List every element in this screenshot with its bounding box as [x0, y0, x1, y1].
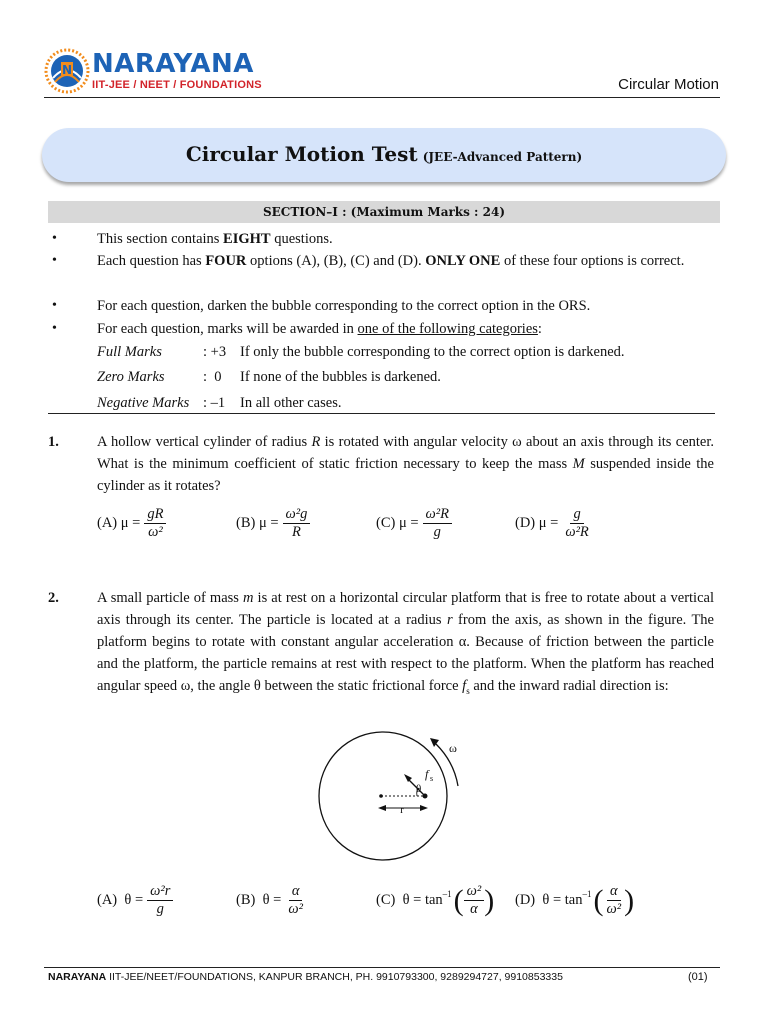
- svg-text:N: N: [61, 63, 73, 77]
- banner-title: [42, 142, 726, 166]
- omega-label: ω: [449, 741, 457, 755]
- q1-option-a[interactable]: (A) μ = $\frac{gR}{\text{ω²}}$: [97, 506, 166, 541]
- header-divider: [44, 97, 720, 98]
- q2-text: A small particle of mass m is at rest on a horizontal circular platform that is free to rotate about a vertical axis through its center. The particle is located at a radius r from the axis, as shown in the figure. The platform begins to rotate with constant angular acceleration α. Because of friction between the particle and the platform, the particle remains at rest with respect to the platform. When the platform has reached angular speed ω, the angle θ between the static frictional force $f_s$ and the inward radial direction is:: [97, 590, 714, 696]
- q2-option-c[interactable]: (C) θ = tan $^{-1}$ ( $\frac{\text{ω²}}{\alpha}$ ): [376, 883, 495, 917]
- brand-name: NARAYANA: [92, 49, 254, 79]
- radius-label: r: [400, 804, 404, 816]
- bullet-2-text: Each question has FOUR options (A), (B), (C) and (D). ONLY ONE of these four options is correct.: [97, 253, 685, 269]
- r-dim-right-arrow: [420, 805, 428, 811]
- bullet-4-text: For each question, marks will be awarded in one of the following categories:: [97, 321, 542, 337]
- zero-marks-value: : 0: [203, 369, 222, 385]
- footer-contact: NARAYANA IIT-JEE/NEET/FOUNDATIONS, KANPUR BRANCH, PH. 9910793300, 9289294727, 9910853335: [48, 971, 563, 983]
- full-marks-desc: If only the bubble corresponding to the correct option is darkened.: [240, 344, 625, 360]
- q2-option-b[interactable]: (B) θ = $\frac{\alpha}{\text{ω²}}$: [236, 883, 303, 917]
- bullet-3-text: For each question, darken the bubble corresponding to the correct option in the ORS.: [97, 298, 591, 314]
- section-divider: [48, 413, 715, 414]
- full-marks-label: Full Marks: [97, 344, 162, 360]
- test-pattern: (JEE-Advanced Pattern): [422, 150, 583, 164]
- q1-text: A hollow vertical cylinder of radius R is rotated with angular velocity ω about an axis through its center. What is the minimum coefficient of static friction necessary to keep the mass M suspended inside the cylinder as it rotates?: [97, 434, 714, 494]
- bullet-1-text: This section contains EIGHT questions.: [97, 231, 333, 247]
- q1-option-d[interactable]: (D) μ = $\frac{g}{\text{ω²R}}$: [515, 506, 589, 540]
- negative-marks-value: : –1: [203, 395, 226, 411]
- q1-number: 1.: [48, 434, 59, 450]
- theta-label: θ: [416, 783, 422, 795]
- q2-number: 2.: [48, 590, 59, 606]
- page-number: (01): [688, 971, 708, 983]
- friction-sub-label: s: [430, 774, 434, 783]
- q2-option-a[interactable]: (A) θ = $\frac{\text{ω²r}}{g}$: [97, 883, 173, 918]
- chapter-title: Circular Motion: [618, 76, 719, 93]
- footer-divider: [44, 967, 720, 968]
- bullet-3-dot: •: [52, 298, 57, 313]
- zero-marks-desc: If none of the bubbles is darkened.: [240, 369, 441, 385]
- bullet-2-dot: •: [52, 253, 57, 268]
- q1-option-c[interactable]: (C) μ = $\frac{\text{ω²R}}{g}$: [376, 506, 452, 541]
- test-title: Circular Motion Test: [185, 142, 418, 166]
- q2-option-d[interactable]: (D) θ = tan $^{-1}$ ( $\frac{\alpha}{\text{ω²}}$ ): [515, 883, 635, 917]
- bullet-4-dot: •: [52, 321, 57, 336]
- brand-tagline: IIT-JEE / NEET / FOUNDATIONS: [92, 79, 262, 91]
- section-heading: SECTION–I : (Maximum Marks : 24): [48, 201, 720, 223]
- zero-marks-label: Zero Marks: [97, 369, 165, 385]
- negative-marks-label: Negative Marks: [97, 395, 190, 411]
- bullet-1-dot: •: [52, 231, 57, 246]
- friction-label: f: [425, 767, 429, 781]
- r-dim-left-arrow: [378, 805, 386, 811]
- negative-marks-desc: In all other cases.: [240, 395, 342, 411]
- center-dot: [379, 794, 383, 798]
- full-marks-value: : +3: [203, 344, 227, 360]
- q1-option-b[interactable]: (B) μ = $\frac{\text{ω²g}}{R}$: [236, 506, 310, 541]
- q2-platform-figure: [308, 726, 468, 866]
- friction-arrowhead: [404, 774, 412, 782]
- narayana-logo-icon: [44, 48, 90, 94]
